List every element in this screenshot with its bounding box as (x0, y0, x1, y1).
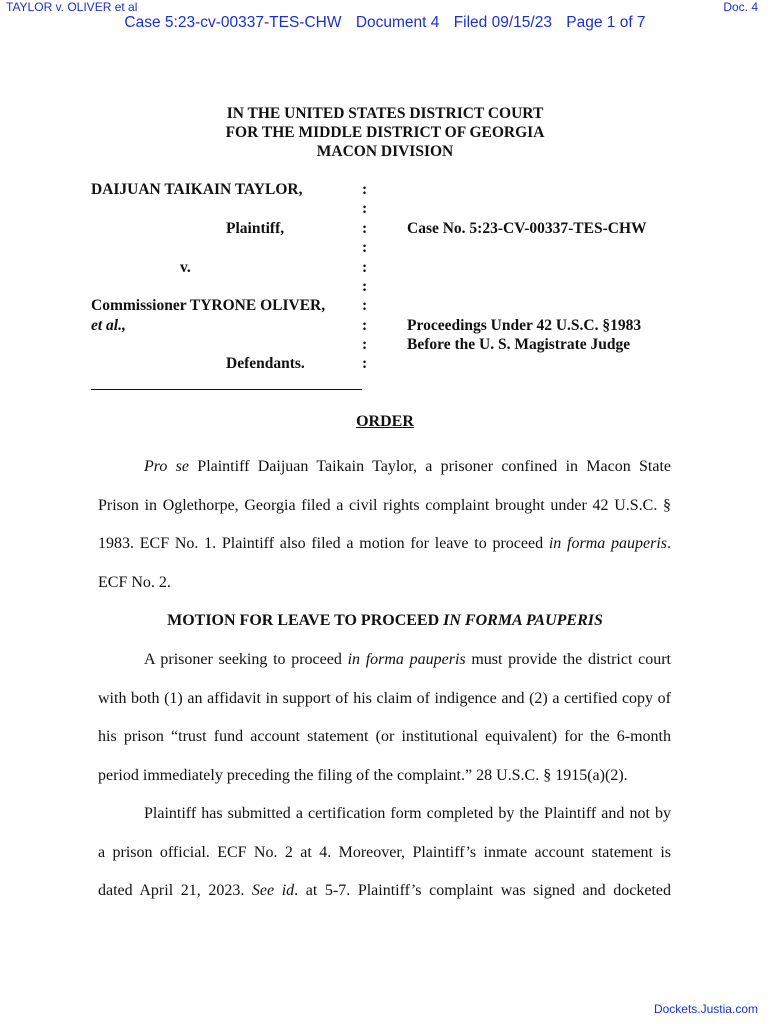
plaintiff-name: DAIJUAN TAIKAIN TAYLOR, (91, 181, 303, 198)
document-number: Document 4 (355, 14, 440, 31)
body-line: with both (1) an affidavit in support of his claim of indigence and (2) a certified copy of (98, 690, 671, 707)
caption-colon: : (362, 317, 368, 334)
section-heading: MOTION FOR LEAVE TO PROCEED IN FORMA PAUPERIS (167, 612, 603, 629)
caption-colon: : (362, 220, 368, 237)
proceedings-line1: Proceedings Under 42 U.S.C. §1983 (407, 317, 642, 334)
caption-colon: : (362, 181, 368, 198)
order-title: ORDER (356, 413, 414, 430)
doc-label: Doc. 4 (723, 0, 758, 14)
caption-colon: : (362, 297, 368, 314)
body-line: period immediately preceding the filing of the complaint.” 28 U.S.C. § 1915(a)(2). (98, 767, 628, 784)
body-line: dated April 21, 2023. See id. at 5-7. Plaintiff’s complaint was signed and docketed (98, 882, 671, 899)
filed-date: Filed 09/15/23 (453, 14, 552, 31)
caption-rule (91, 389, 362, 390)
proceedings-line2: Before the U. S. Magistrate Judge (407, 336, 631, 353)
court-name-line2: FOR THE MIDDLE DISTRICT OF GEORGIA (225, 124, 545, 141)
body-line: ECF No. 2. (98, 574, 171, 591)
caption-colon: : (362, 336, 368, 353)
caption-colon: : (362, 355, 368, 372)
case-number: Case 5:23-cv-00337-TES-CHW (124, 14, 342, 31)
source-footer: Dockets.Justia.com (653, 1002, 758, 1016)
body-line: his prison “trust fund account statement (or institutional equivalent) for the 6-month (98, 728, 671, 745)
caption-colon: : (362, 259, 368, 276)
filing-header (0, 14, 770, 32)
body-line: Prison in Oglethorpe, Georgia filed a civil rights complaint brought under 42 U.S.C. § (98, 497, 671, 514)
caption-colon: : (362, 200, 368, 217)
court-name-line1: IN THE UNITED STATES DISTRICT COURT (226, 105, 544, 122)
court-division: MACON DIVISION (316, 143, 454, 160)
et-al: et al., (91, 317, 126, 334)
caption-colon: : (362, 239, 368, 256)
caption-colon: : (362, 278, 368, 295)
case-no: Case No. 5:23-CV-00337-TES-CHW (407, 220, 647, 237)
defendant-label: Defendants. (226, 355, 305, 372)
plaintiff-label: Plaintiff, (226, 220, 285, 237)
defendant-name: Commissioner TYRONE OLIVER, (91, 297, 326, 314)
case-title-banner: TAYLOR v. OLIVER et al (6, 0, 138, 14)
versus: v. (180, 259, 191, 276)
page-indicator: Page 1 of 7 (566, 14, 646, 31)
body-line: Pro se Plaintiff Daijuan Taikain Taylor, a prisoner confined in Macon State (144, 458, 672, 475)
body-line: A prisoner seeking to proceed in forma pauperis must provide the district court (144, 651, 671, 668)
body-line: Plaintiff has submitted a certification form completed by the Plaintiff and not by (144, 805, 671, 822)
body-line: 1983. ECF No. 1. Plaintiff also filed a motion for leave to proceed in forma pauperis. (98, 535, 672, 552)
body-line: a prison official. ECF No. 2 at 4. Moreover, Plaintiff’s inmate account statement is (98, 844, 671, 861)
